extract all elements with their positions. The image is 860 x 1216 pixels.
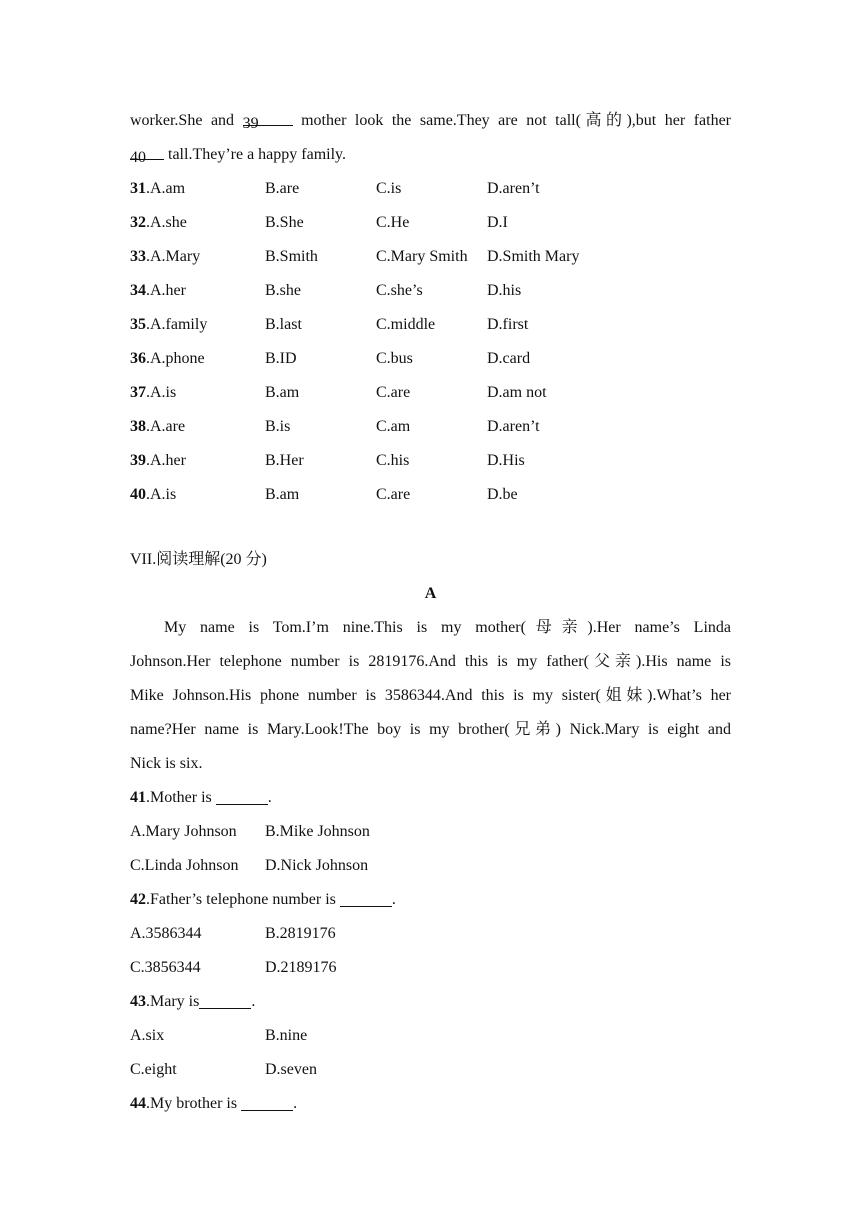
question-number: 43 xyxy=(130,993,146,1010)
option-d: D.card xyxy=(487,350,531,367)
answer-blank xyxy=(340,888,392,907)
cloze-question-row xyxy=(130,376,731,410)
option-d: D.I xyxy=(487,214,508,231)
option-c: C.is xyxy=(376,180,402,197)
question-42-options-row1 xyxy=(130,917,731,951)
option-c: C.Linda Johnson xyxy=(130,857,239,874)
blank-39 xyxy=(242,107,293,132)
section-title: VII.阅读理解(20 分) xyxy=(130,551,267,568)
option-b: B.she xyxy=(265,282,301,299)
option-c: C.am xyxy=(376,418,411,435)
cloze-question-row xyxy=(130,172,731,206)
option-a-text: .A.she xyxy=(146,214,187,231)
passage-line-3: Mike Johnson.His phone number is 3586344.And this is my sister(姐妹).What’s her xyxy=(130,687,731,704)
option-a-text: .A.her xyxy=(146,282,186,299)
option-b: B.Smith xyxy=(265,248,318,265)
option-c: C.3856344 xyxy=(130,959,201,976)
question-text: .Mary is xyxy=(146,993,200,1010)
question-text: .My brother is xyxy=(146,1095,242,1112)
option-a: A.Mary Johnson xyxy=(130,823,237,840)
answer-blank xyxy=(216,786,268,805)
option-b: B.Mike Johnson xyxy=(265,823,370,840)
cloze-text: mother look the same.They are not tall(高的),but her father xyxy=(292,112,731,129)
option-d: D.be xyxy=(487,486,518,503)
question-number: 38 xyxy=(130,418,146,435)
question-number: 32 xyxy=(130,214,146,231)
option-b: B.am xyxy=(265,384,300,401)
option-a xyxy=(130,376,176,410)
question-number: 44 xyxy=(130,1095,146,1112)
question-44-stem xyxy=(130,1087,297,1121)
cloze-question-row xyxy=(130,240,731,274)
question-42-options-row2 xyxy=(130,951,731,985)
question-43-stem: 43.Mary is . xyxy=(130,985,255,1019)
option-c: C.middle xyxy=(376,316,436,333)
option-a xyxy=(130,478,176,512)
option-c: C.are xyxy=(376,384,411,401)
option-a-text: .A.am xyxy=(146,180,186,197)
blank-40 xyxy=(130,141,164,166)
option-a: A.3586344 xyxy=(130,925,202,942)
cloze-question-row xyxy=(130,342,731,376)
option-a-text: .A.her xyxy=(146,452,186,469)
option-d: D.aren’t xyxy=(487,180,540,197)
option-b: B.Her xyxy=(265,452,304,469)
question-41-options-row2 xyxy=(130,849,731,883)
question-43-options-row2 xyxy=(130,1053,731,1087)
cloze-question-row xyxy=(130,274,731,308)
cloze-question-row xyxy=(130,444,731,478)
option-a xyxy=(130,240,200,274)
option-a: A.six xyxy=(130,1027,165,1044)
passage-line-5: Nick is six. xyxy=(130,755,203,772)
option-d: D.first xyxy=(487,316,529,333)
passage-label: A xyxy=(424,585,437,602)
option-a xyxy=(130,172,185,206)
passage-line-4: name?Her name is Mary.Look!The boy is my brother(兄弟) Nick.Mary is eight and xyxy=(130,721,731,738)
option-c: C.she’s xyxy=(376,282,423,299)
cloze-question-row xyxy=(130,308,731,342)
option-b: B.is xyxy=(265,418,291,435)
question-number: 33 xyxy=(130,248,146,265)
question-number: 35 xyxy=(130,316,146,333)
option-c: C.Mary Smith xyxy=(376,248,468,265)
cloze-question-row xyxy=(130,410,731,444)
cloze-question-row xyxy=(130,478,731,512)
option-b: B.She xyxy=(265,214,304,231)
question-number: 37 xyxy=(130,384,146,401)
option-a-text: .A.are xyxy=(146,418,186,435)
answer-blank xyxy=(241,1092,293,1111)
option-c: C.are xyxy=(376,486,411,503)
option-a xyxy=(130,206,187,240)
option-a xyxy=(130,274,186,308)
cloze-question-row xyxy=(130,206,731,240)
option-a-text: .A.family xyxy=(146,316,208,333)
answer-blank xyxy=(199,990,251,1009)
question-42-stem: 42.Father’s telephone number is . xyxy=(130,883,396,917)
option-d: D.seven xyxy=(265,1061,317,1078)
blank-39-number: 39 xyxy=(242,115,259,132)
option-d: D.His xyxy=(487,452,525,469)
question-text: .Mother is xyxy=(146,789,216,806)
question-text: .Father’s telephone number is xyxy=(146,891,340,908)
cloze-text: tall.They’re a happy family. xyxy=(164,146,346,163)
option-a xyxy=(130,444,186,478)
passage-line-1: My name is Tom.I’m nine.This is my mother(母亲).Her name’s Linda xyxy=(164,619,731,636)
question-number: 41 xyxy=(130,789,146,806)
passage-line-2: Johnson.Her telephone number is 2819176.And this is my father(父亲).His name is xyxy=(130,653,731,670)
question-number: 39 xyxy=(130,452,146,469)
question-number: 31 xyxy=(130,180,146,197)
option-a-text: .A.is xyxy=(146,486,177,503)
option-a-text: .A.phone xyxy=(146,350,205,367)
option-c: C.his xyxy=(376,452,410,469)
option-b: B.nine xyxy=(265,1027,308,1044)
option-d: D.his xyxy=(487,282,522,299)
question-41-stem: 41.Mother is . xyxy=(130,781,272,815)
question-43-options-row1 xyxy=(130,1019,731,1053)
blank-40-number: 40 xyxy=(130,149,146,166)
option-a-text: .A.is xyxy=(146,384,177,401)
option-c: C.eight xyxy=(130,1061,177,1078)
question-41-options-row1 xyxy=(130,815,731,849)
question-number: 34 xyxy=(130,282,146,299)
question-number: 36 xyxy=(130,350,146,367)
option-d: D.2189176 xyxy=(265,959,337,976)
cloze-line-1 xyxy=(130,104,731,138)
option-d: D.am not xyxy=(487,384,547,401)
option-a xyxy=(130,308,207,342)
option-d: D.aren’t xyxy=(487,418,540,435)
option-b: B.2819176 xyxy=(265,925,336,942)
cloze-line-2 xyxy=(130,138,346,172)
option-a xyxy=(130,342,205,376)
option-a-text: .A.Mary xyxy=(146,248,201,265)
option-b: B.are xyxy=(265,180,300,197)
option-c: C.bus xyxy=(376,350,413,367)
question-number: 40 xyxy=(130,486,146,503)
question-tail: . xyxy=(293,1095,298,1112)
question-number: 42 xyxy=(130,891,146,908)
option-d: D.Smith Mary xyxy=(487,248,580,265)
option-c: C.He xyxy=(376,214,410,231)
option-b: B.am xyxy=(265,486,300,503)
option-a xyxy=(130,410,185,444)
option-d: D.Nick Johnson xyxy=(265,857,369,874)
option-b: B.ID xyxy=(265,350,297,367)
cloze-text: worker.She and xyxy=(130,112,243,129)
option-b: B.last xyxy=(265,316,302,333)
